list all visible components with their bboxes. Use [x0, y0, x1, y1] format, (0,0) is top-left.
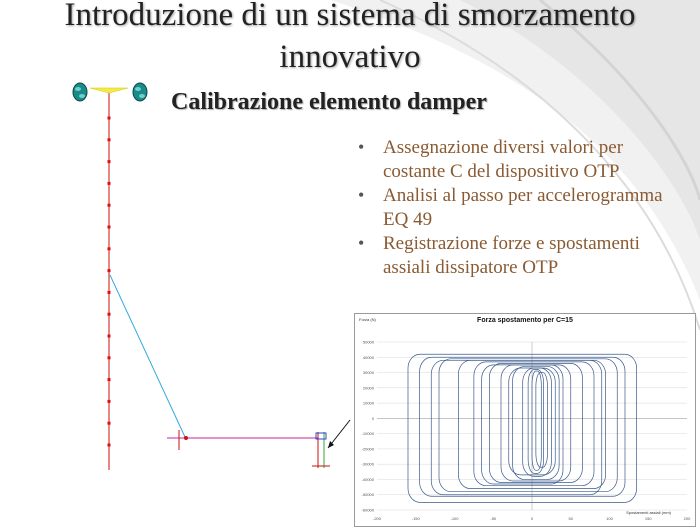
column-node-marker: [108, 182, 111, 185]
x-tick-label: 200: [683, 516, 691, 521]
column-node-marker: [108, 269, 111, 272]
x-tick-label: -200: [372, 516, 382, 521]
y-tick-label: 0: [371, 415, 374, 421]
x-tick-label: 150: [644, 516, 652, 521]
y-tick-label: -10000: [361, 431, 374, 437]
bullet-text: Registrazione forze e spostamenti assiali dissipatore OTP: [383, 233, 640, 278]
y-tick-label: -50000: [361, 492, 374, 498]
y-tick-label: 30000: [362, 370, 374, 376]
chart-series: [408, 354, 637, 502]
y-tick-label: 50000: [362, 339, 374, 345]
mass-icon: [133, 83, 147, 101]
y-tick-label: -20000: [361, 446, 374, 452]
force-displacement-chart: [354, 313, 696, 527]
column-node-marker: [108, 160, 111, 163]
column-node-marker: [108, 444, 111, 447]
x-tick-label: -50: [490, 516, 497, 521]
column-node-marker: [108, 247, 111, 250]
y-tick-label: -40000: [361, 476, 374, 482]
slide-subtitle: Calibrazione elemento damper: [171, 89, 487, 115]
bullet-text: Assegnazione diversi valori per costante C del dispositivo OTP: [383, 137, 624, 182]
column-node-marker: [108, 117, 111, 120]
bullet-dot-icon: •: [358, 137, 365, 157]
bullet-text: Analisi al passo per accelerogramma EQ 49: [383, 185, 663, 230]
hysteresis-loop: [536, 373, 548, 468]
bullet-dot-icon: •: [358, 233, 365, 253]
y-tick-label: 40000: [362, 354, 374, 360]
beam-node: [184, 436, 188, 440]
chart-title: Forza spostamento per C=15: [477, 317, 573, 324]
y-tick-label: 20000: [362, 385, 374, 391]
chart-x-label: Spostamenti assiali (mm): [626, 510, 671, 515]
column-node-marker: [108, 138, 111, 141]
bullet-dot-icon: •: [358, 185, 365, 205]
damper-brace: [110, 275, 185, 437]
hysteresis-loop: [474, 362, 594, 486]
column-node-marker: [108, 313, 111, 316]
hysteresis-loop: [431, 360, 602, 494]
x-tick-label: 100: [606, 516, 613, 521]
y-tick-label: -30000: [361, 461, 374, 467]
hysteresis-loop: [532, 371, 541, 470]
top-plate: [90, 88, 128, 93]
column-node-marker: [108, 422, 111, 425]
y-tick-label: 10000: [362, 400, 374, 406]
chart-y-label: Forza (N): [359, 317, 376, 322]
x-tick-label: -100: [450, 516, 459, 521]
column-node-marker: [108, 226, 111, 229]
y-tick-label: -60000: [361, 507, 374, 513]
column-node-marker: [108, 356, 111, 359]
column-node-marker: [108, 335, 111, 338]
hysteresis-loop: [408, 354, 637, 502]
column-node-marker: [108, 400, 111, 403]
x-tick-label: -150: [411, 516, 420, 521]
slide-title: Introduzione di un sistema di smorzamento innovativo: [64, 0, 636, 75]
x-tick-label: 0: [530, 516, 534, 521]
x-tick-label: 50: [568, 516, 573, 521]
chart-plot: [355, 314, 695, 526]
column-node-marker: [108, 378, 111, 381]
mass-icon: [73, 83, 87, 101]
x-axis-ticks: [373, 516, 691, 521]
column-node-marker: [108, 291, 111, 294]
column-node-marker: [108, 204, 111, 207]
y-axis-ticks: [362, 340, 375, 513]
